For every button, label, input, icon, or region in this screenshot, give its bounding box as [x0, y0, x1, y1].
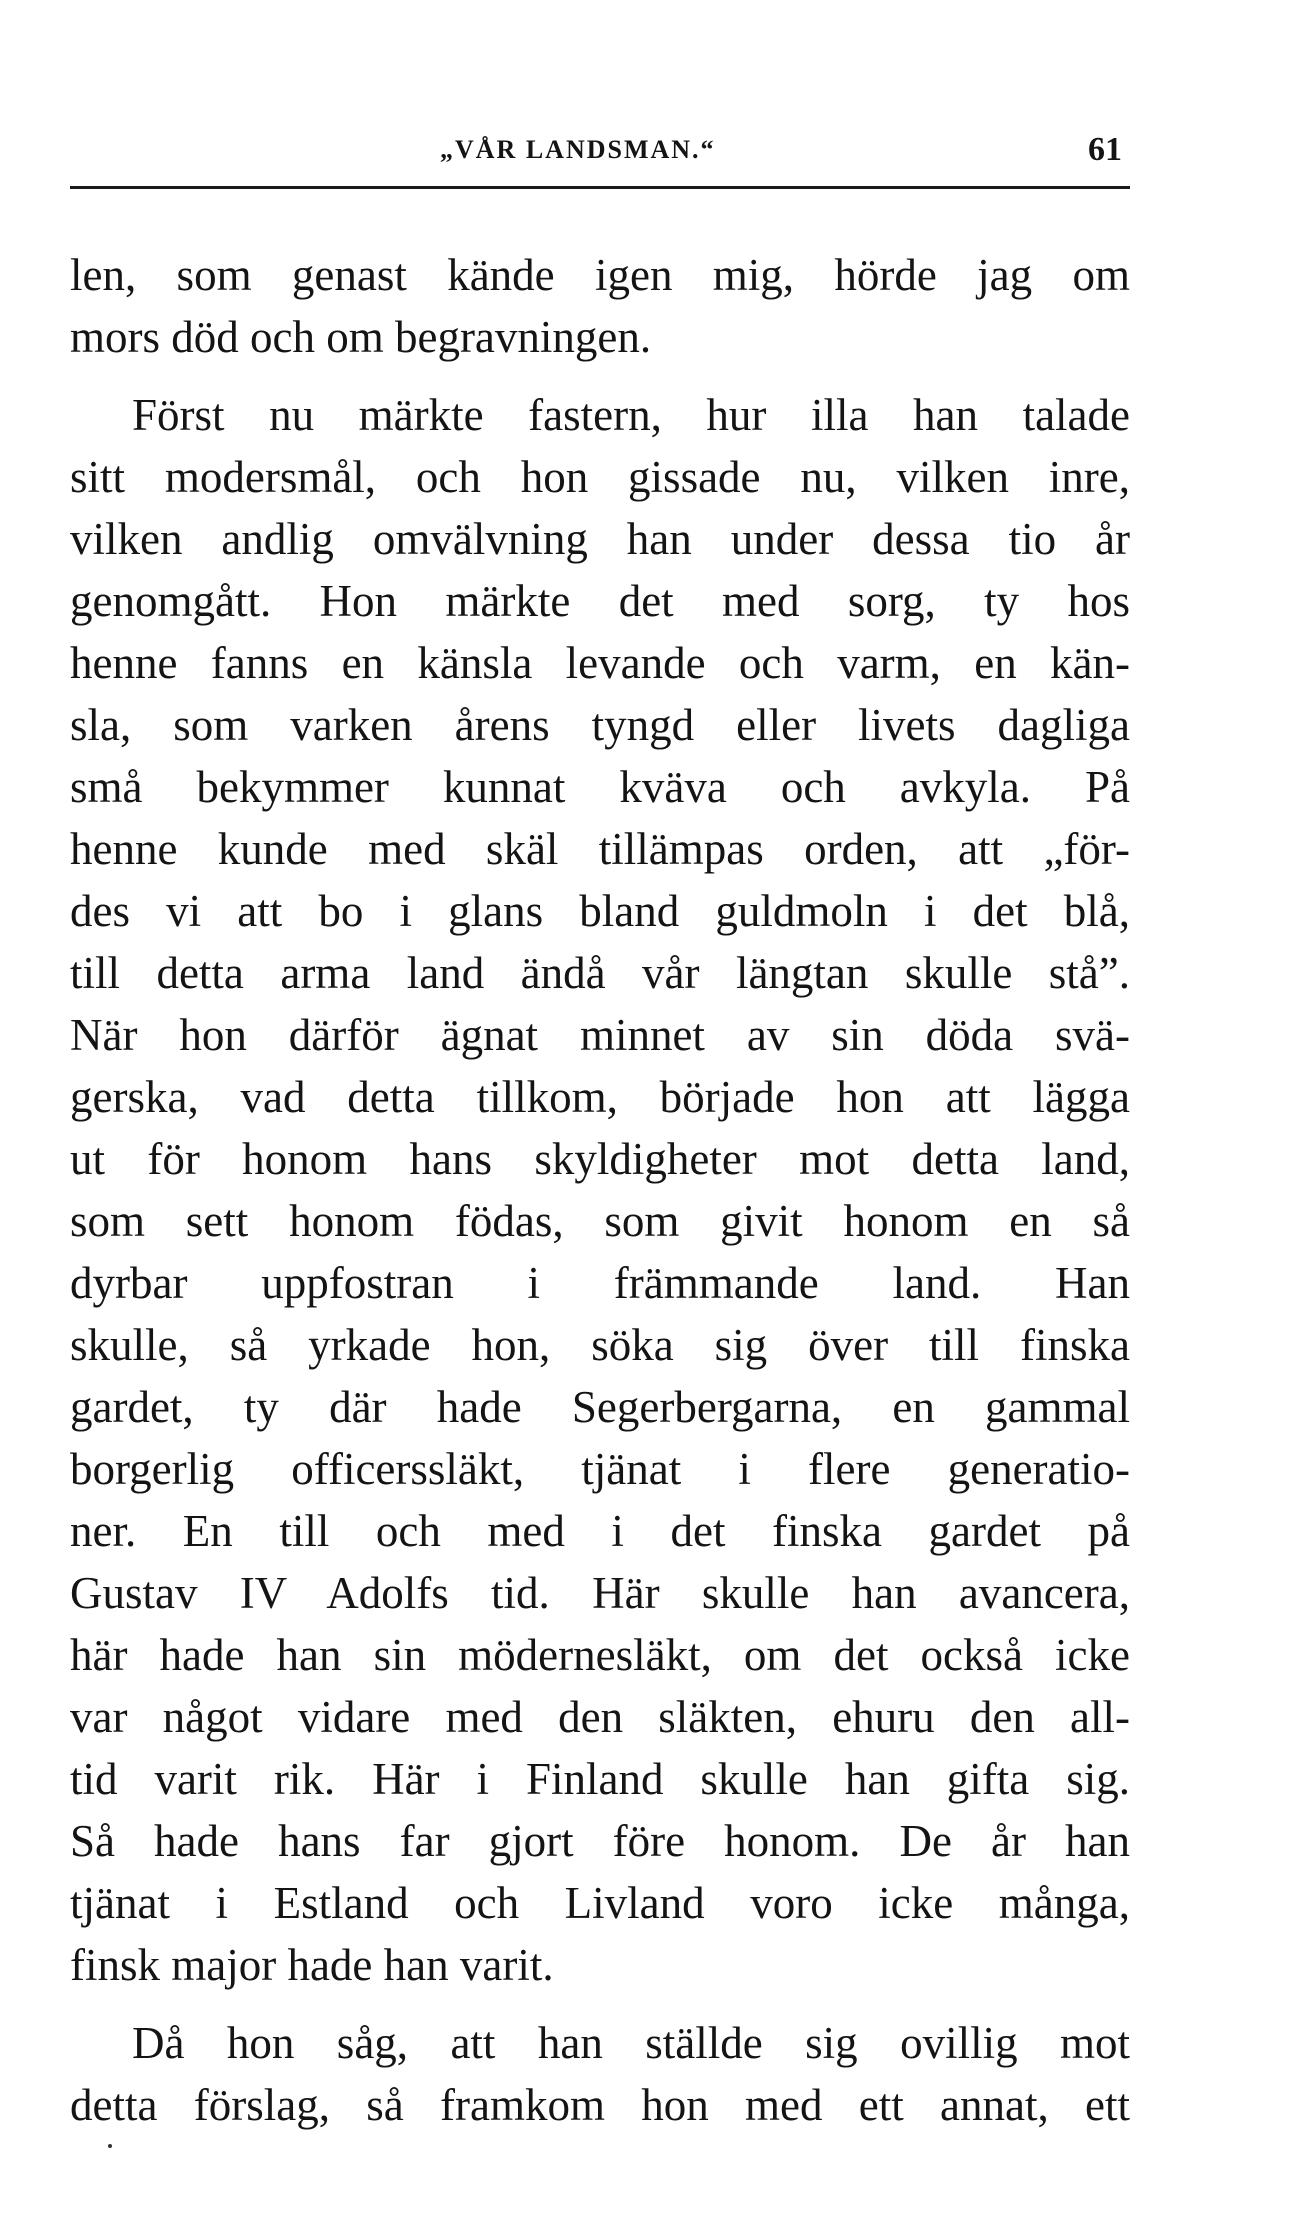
text-line: finsk major hade han varit.	[70, 1940, 554, 1990]
text-line: små bekymmer kunnat kväva och avkyla. På	[70, 762, 1130, 812]
text-line: var något vidare med den släkten, ehuru den all-	[70, 1692, 1130, 1742]
text-line: skulle, så yrkade hon, söka sig över till finska	[70, 1320, 1130, 1370]
text-line: Då hon såg, att han ställde sig ovillig mot	[132, 2018, 1130, 2068]
text-line: henne fanns en känsla levande och varm, en kän-	[70, 638, 1130, 688]
text-line: sla, som varken årens tyngd eller livets dagliga	[70, 700, 1130, 750]
text-line: detta förslag, så framkom hon med ett annat, ett	[70, 2080, 1130, 2130]
text-line: Först nu märkte fastern, hur illa han talade	[132, 390, 1130, 440]
text-line: gardet, ty där hade Segerbergarna, en gammal	[70, 1382, 1130, 1432]
paragraph-3	[70, 2012, 1130, 2136]
text-line: des vi att bo i glans bland guldmoln i det blå,	[70, 886, 1130, 936]
paragraph-2	[70, 384, 1130, 1996]
running-title: „VÅR LANDSMAN.“	[440, 135, 716, 164]
running-head	[0, 128, 1300, 172]
text-line: dyrbar uppfostran i främmande land. Han	[70, 1258, 1130, 1308]
paragraph-gap	[70, 1996, 1130, 2012]
text-line: ut för honom hans skyldigheter mot detta land,	[70, 1134, 1130, 1184]
header-rule	[70, 186, 1130, 189]
page-number: 61	[1088, 131, 1122, 168]
text-line: henne kunde med skäl tillämpas orden, att „för-	[70, 824, 1130, 874]
text-line: gerska, vad detta tillkom, började hon att lägga	[70, 1072, 1130, 1122]
paragraph-gap	[70, 368, 1130, 384]
text-line: sitt modersmål, och hon gissade nu, vilken inre,	[70, 452, 1130, 502]
text-line: Så hade hans far gjort före honom. De år han	[70, 1816, 1130, 1866]
paragraph-1	[70, 244, 1130, 368]
text-line: här hade han sin mödernesläkt, om det också icke	[70, 1630, 1130, 1680]
text-line: vilken andlig omvälvning han under dessa tio år	[70, 514, 1130, 564]
text-line: len, som genast kände igen mig, hörde jag om	[70, 250, 1130, 300]
body-text	[70, 244, 1130, 2136]
text-line: tid varit rik. Här i Finland skulle han gifta sig.	[70, 1754, 1130, 1804]
text-line: mors död och om begravningen.	[70, 312, 652, 362]
text-line: till detta arma land ändå vår längtan skulle stå”.	[70, 948, 1130, 998]
text-line: som sett honom födas, som givit honom en så	[70, 1196, 1130, 1246]
text-line: tjänat i Estland och Livland voro icke många,	[70, 1878, 1130, 1928]
print-speck	[108, 2144, 112, 2148]
text-line: borgerlig officerssläkt, tjänat i flere generatio-	[70, 1444, 1130, 1494]
text-line: ner. En till och med i det finska gardet på	[70, 1506, 1130, 1556]
text-line: genomgått. Hon märkte det med sorg, ty hos	[70, 576, 1130, 626]
text-line: När hon därför ägnat minnet av sin döda svä-	[70, 1010, 1130, 1060]
text-line: Gustav IV Adolfs tid. Här skulle han avancera,	[70, 1568, 1130, 1618]
